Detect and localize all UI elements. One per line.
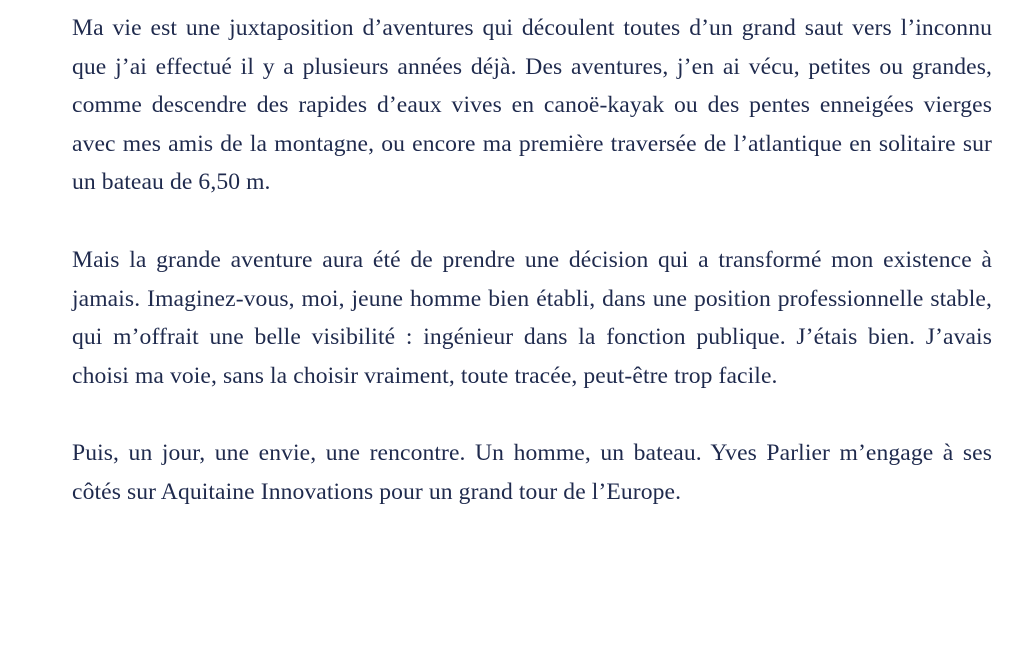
paragraph-adventures: Ma vie est une juxtaposition d’aventures qui découlent toutes d’un grand saut vers l’inconnu que j’ai effectué il y a plusieurs années déjà. Des aventures, j’en ai vécu, petites ou grandes, comme descendre des rapides d’eaux vives en canoë-kayak ou des pentes enneigées vierges avec mes amis de la montagne, ou encore ma première traversée de l’atlantique en solitaire sur un bateau de 6,50 m. — [72, 15, 992, 196]
paragraph-encounter: Puis, un jour, une envie, une rencontre. Un homme, un bateau. Yves Parlier m’engage à ses côtés sur Aquitaine Innovations pour un grand tour de l’Europe. — [72, 440, 992, 505]
paragraph-decision: Mais la grande aventure aura été de prendre une décision qui a transformé mon existence à jamais. Imaginez-vous, moi, jeune homme bien établi, dans une position professionnelle stable, qui m’offrait une belle visibilité : ingénieur dans la fonction publique. J’étais bien. J’avais choisi ma voie, sans la choisir vraiment, toute tracée, peut-être trop facile. — [72, 246, 992, 389]
